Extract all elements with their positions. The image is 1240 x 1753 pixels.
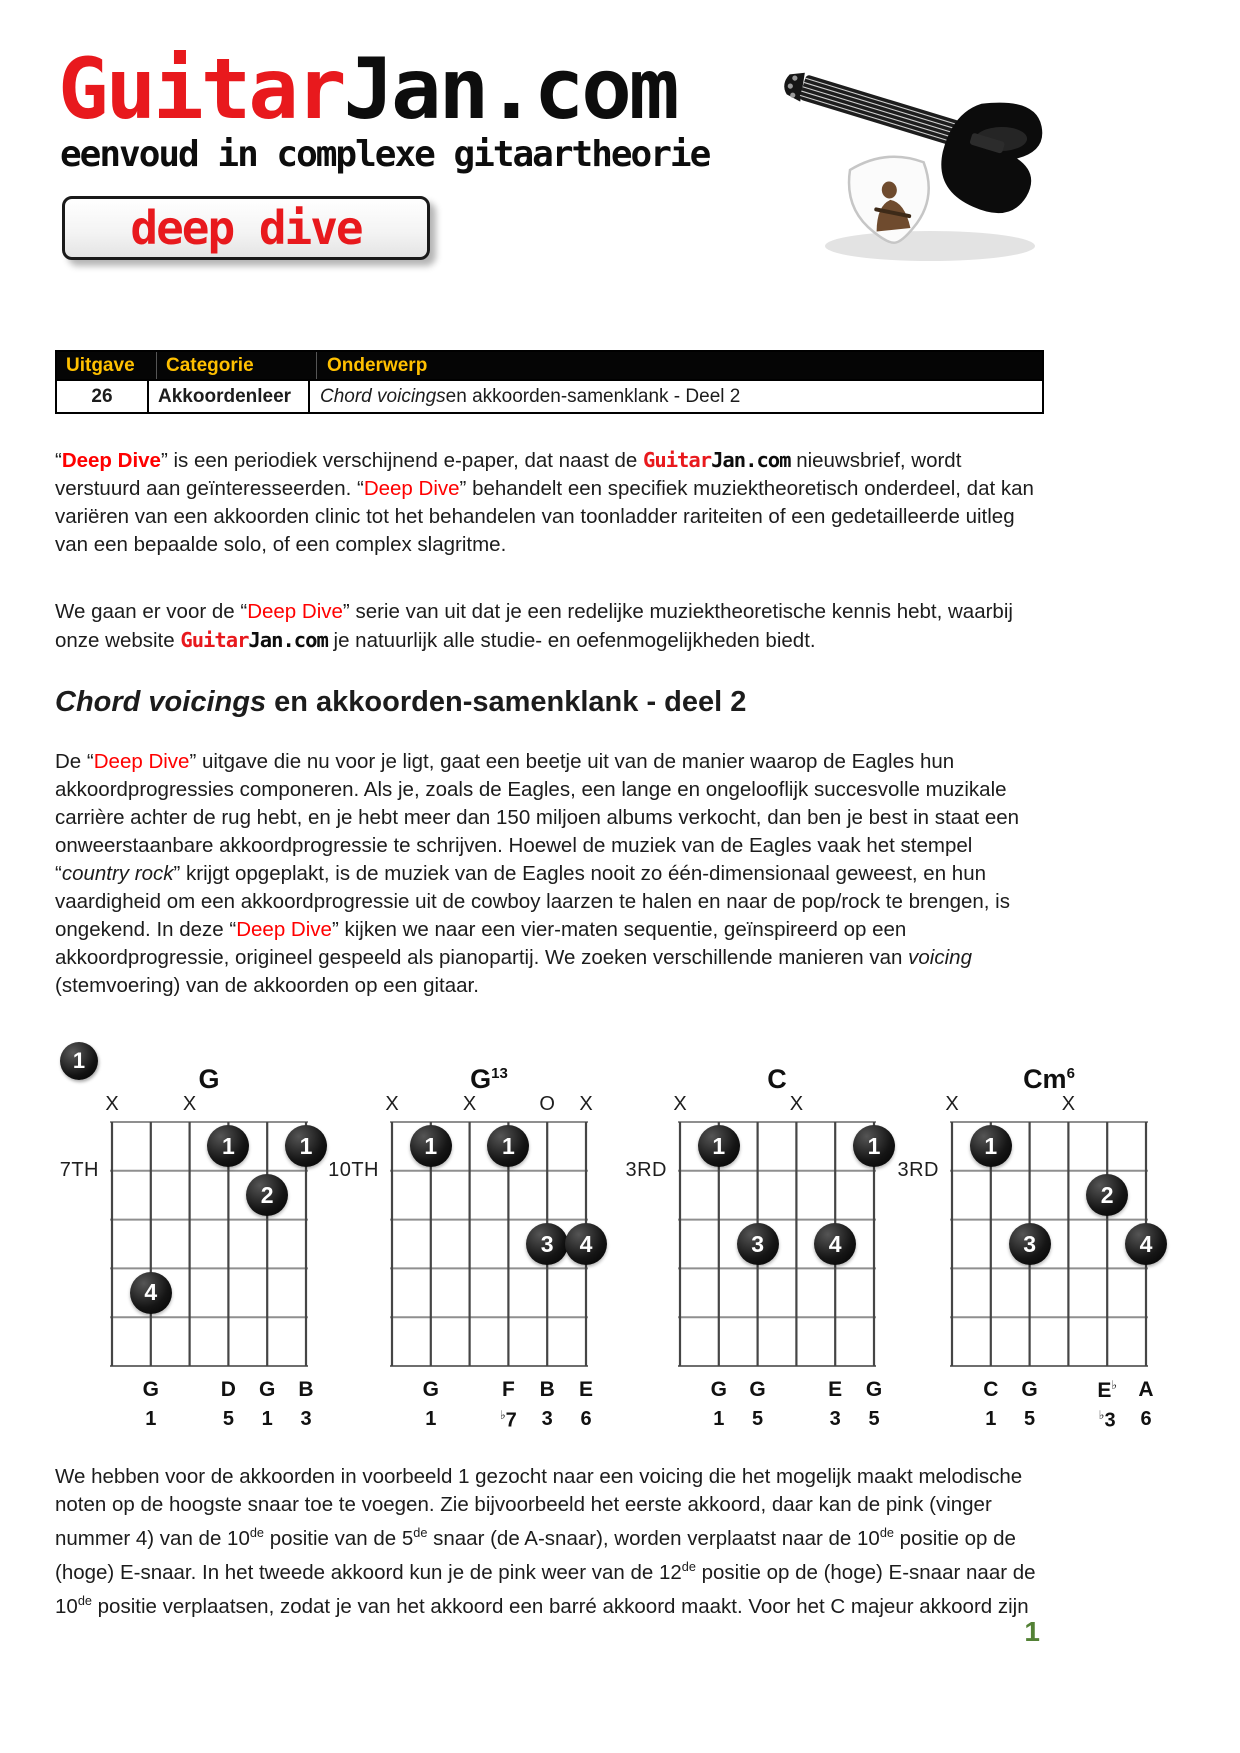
muted-string-marker: X bbox=[945, 1093, 959, 1115]
finger-dot: 3 bbox=[526, 1223, 568, 1265]
finger-dot: 1 bbox=[410, 1125, 452, 1167]
logo-part-jancom: Jan.com bbox=[343, 40, 677, 138]
info-table-header-row bbox=[57, 352, 1042, 379]
fret-position-label: 3RD bbox=[897, 1159, 939, 1181]
text-run: snaar (de A-snaar), worden verplaatst naar de 10 bbox=[427, 1526, 880, 1550]
finger-dot: 1 bbox=[285, 1125, 327, 1167]
header-categorie: Categorie bbox=[157, 352, 317, 379]
note-interval: 5 bbox=[868, 1408, 880, 1430]
fret-position-label: 10TH bbox=[328, 1159, 379, 1181]
text-run: country rock bbox=[61, 862, 174, 885]
text-run: de bbox=[879, 1525, 894, 1540]
text-run: We gaan er voor de “ bbox=[55, 600, 248, 623]
muted-string-marker: X bbox=[105, 1093, 119, 1115]
example-number-badge bbox=[60, 1042, 98, 1080]
open-string-marker: O bbox=[539, 1093, 555, 1115]
finger-dot: 1 bbox=[698, 1125, 740, 1167]
note-letter: A bbox=[1138, 1378, 1154, 1401]
finger-dot: 1 bbox=[487, 1125, 529, 1167]
note-interval: 5 bbox=[752, 1408, 764, 1430]
note-interval: ♭3 bbox=[1098, 1408, 1116, 1432]
muted-string-marker: X bbox=[789, 1093, 804, 1115]
text-run: Guitar bbox=[643, 448, 712, 472]
deep-dive-badge-label: deep dive bbox=[130, 201, 362, 255]
text-run: de bbox=[77, 1592, 92, 1608]
note-letter: B bbox=[298, 1378, 314, 1401]
note-interval: 6 bbox=[580, 1408, 592, 1430]
note-letter: G bbox=[710, 1378, 727, 1401]
finger-dot: 1 bbox=[207, 1125, 249, 1167]
text-run: Deep Dive bbox=[247, 600, 343, 623]
note-interval: 3 bbox=[829, 1408, 841, 1430]
cell-onderwerp bbox=[310, 381, 1042, 412]
note-interval: 5 bbox=[222, 1408, 234, 1430]
finger-dot: 2 bbox=[1086, 1174, 1128, 1216]
note-letter: G bbox=[1021, 1378, 1038, 1401]
text-run: (stemvoering) van de akkoorden op een gitaar. bbox=[55, 974, 479, 997]
note-interval: 6 bbox=[1140, 1408, 1152, 1430]
paragraph-intro bbox=[55, 446, 1043, 559]
note-letter: G bbox=[142, 1378, 159, 1401]
muted-string-marker: X bbox=[385, 1093, 399, 1115]
text-run: Guitar bbox=[180, 628, 249, 652]
note-letter: G bbox=[259, 1378, 276, 1401]
text-run: Deep Dive bbox=[236, 918, 332, 941]
muted-string-marker: X bbox=[462, 1093, 477, 1115]
text-run: ” krijgt opgeplakt, is de muziek van de Eagles nooit zo één-dimensionaal geweest, en hun vaardigheid om een akkoordprogressie uit de cowboy laarzen te halen en naar de pop/rock te brengen, is ongekend. In deze “ bbox=[55, 862, 1010, 941]
page-number: 1 bbox=[1024, 1616, 1040, 1647]
guitar-photo bbox=[778, 38, 1054, 273]
text-run: Jan.com bbox=[711, 448, 791, 472]
muted-string-marker: X bbox=[182, 1093, 197, 1115]
text-run: en akkoorden-samenklank - deel 2 bbox=[266, 686, 747, 718]
cell-uitgave: 26 bbox=[57, 381, 149, 412]
paragraph-explanation bbox=[55, 1463, 1043, 1620]
text-run: positie verplaatsen, zodat je van het akkoord een barré akkoord maakt. Voor het C majeur akkoord zijn bbox=[91, 1594, 1029, 1618]
note-interval: 1 bbox=[985, 1408, 997, 1430]
chord-name: C bbox=[767, 1064, 787, 1094]
note-letter: G bbox=[422, 1378, 439, 1401]
text-run: positie van de 5 bbox=[264, 1526, 414, 1550]
text-run: Deep Dive bbox=[93, 750, 190, 773]
note-letter: G bbox=[865, 1378, 883, 1401]
text-run: ” uitgave die nu voor je ligt, gaat een beetje uit van de manier waarop de Eagles hun akkoordprogressies componeren. Als je, zoals de Eagles, een lange en ongelooflijk succesvolle muzikale carrière achter de rug hebt, en je hebt meer dan 150 miljoen albums verkocht, dan ben je best in staat een onweerstaanbare akkoordprogressie te schrijven. Hoewel de muziek van de Eagles vaak het stempel “ bbox=[55, 750, 1020, 885]
muted-string-marker: X bbox=[579, 1093, 593, 1115]
note-letter: B bbox=[539, 1378, 555, 1401]
text-run: de bbox=[249, 1525, 264, 1540]
note-letter: F bbox=[501, 1378, 515, 1401]
finger-dot: 4 bbox=[130, 1272, 172, 1314]
text-run: “ bbox=[55, 449, 62, 472]
fretboard-grid bbox=[678, 1120, 876, 1368]
text-run: Deep Dive bbox=[363, 477, 460, 500]
finger-dot: 4 bbox=[565, 1223, 607, 1265]
chord-diagram-C bbox=[625, 1040, 883, 1440]
muted-string-marker: X bbox=[673, 1093, 687, 1115]
text-run: positie op de (hoge) E-snaar naar de 10 bbox=[55, 1560, 1036, 1618]
finger-dot: 4 bbox=[1125, 1223, 1167, 1265]
note-letter: E bbox=[828, 1378, 843, 1401]
paragraph-main bbox=[55, 748, 1043, 1000]
info-table-data-row bbox=[57, 379, 1042, 412]
fretboard-grid bbox=[110, 1120, 308, 1368]
muted-string-marker: X bbox=[1061, 1093, 1076, 1115]
text-run: de bbox=[413, 1525, 428, 1540]
deep-dive-badge bbox=[62, 196, 430, 260]
site-logo bbox=[58, 40, 677, 138]
text-run: ” kijken we naar een vier-maten sequentie, geïnspireerd op een akkoordprogressie, origineel gespeeld als pianopartij. We zoeken verschillende manieren van bbox=[55, 918, 909, 969]
text-run: ” is een periodiek verschijnend e-paper, dat naast de bbox=[160, 449, 644, 472]
logo-part-guitar: Guitar bbox=[58, 40, 344, 138]
note-interval: 1 bbox=[713, 1408, 725, 1430]
chord-diagram-Cm6 bbox=[897, 1040, 1154, 1440]
text-run: De “ bbox=[55, 750, 94, 773]
chord-diagram-G13 bbox=[328, 1040, 593, 1440]
text-run: Deep Dive bbox=[61, 449, 161, 472]
note-interval: ♭7 bbox=[499, 1408, 517, 1432]
chord-name: $G^{13}$ bbox=[470, 1064, 508, 1094]
note-interval: 1 bbox=[145, 1408, 157, 1430]
header-uitgave: Uitgave bbox=[57, 352, 157, 379]
text-run: en akkoorden-samenklank - Deel 2 bbox=[445, 385, 741, 407]
fret-position-label: 3RD bbox=[625, 1159, 667, 1181]
note-letter: C bbox=[983, 1378, 999, 1401]
text-run: ” behandelt een specifiek muziektheoretisch onderdeel, dat kan variëren van een akkoorden clinic tot het behandelen van toonladder rariteiten of een gedetailleerde uitleg van een bepaalde solo, of een complex slagritme. bbox=[55, 477, 1034, 556]
text-run: de bbox=[681, 1558, 696, 1574]
note-letter: D bbox=[220, 1378, 236, 1401]
info-table bbox=[55, 350, 1044, 414]
note-letter: E bbox=[578, 1378, 593, 1401]
section-heading bbox=[55, 686, 1043, 718]
note-letter: G bbox=[749, 1378, 766, 1401]
fret-position-label: 7TH bbox=[59, 1159, 99, 1181]
fretboard-grid bbox=[390, 1120, 588, 1368]
text-run: ” serie van uit dat je een redelijke muziektheoretische kennis hebt, waarbij onze website bbox=[55, 600, 1013, 652]
finger-dot: 3 bbox=[1009, 1223, 1051, 1265]
text-run: Chord voicings bbox=[320, 385, 446, 407]
chord-name: G bbox=[198, 1064, 220, 1094]
finger-dot: 1 bbox=[970, 1125, 1012, 1167]
example-number: 1 bbox=[72, 1048, 86, 1073]
note-interval: 3 bbox=[541, 1408, 553, 1430]
header-onderwerp: Onderwerp bbox=[327, 354, 428, 376]
chord-diagram-G bbox=[59, 1040, 314, 1440]
note-interval: 5 bbox=[1024, 1408, 1036, 1430]
chord-name: Cm$^6$ bbox=[1023, 1064, 1075, 1094]
note-letter: E♭ bbox=[1097, 1378, 1118, 1402]
site-tagline: eenvoud in complexe gitaartheorie bbox=[60, 134, 710, 175]
note-interval: 1 bbox=[261, 1408, 273, 1430]
text-run: nieuwsbrief, wordt verstuurd aan geïnteresseerden. “ bbox=[55, 449, 962, 500]
text-run: Chord voicings bbox=[55, 686, 267, 718]
note-interval: 1 bbox=[425, 1408, 437, 1430]
text-run: Jan.com bbox=[248, 628, 328, 652]
finger-dot: 1 bbox=[853, 1125, 895, 1167]
text-run: positie op de (hoge) E-snaar. In het tweede akkoord kun je de pink weer van de 12 bbox=[55, 1526, 1016, 1584]
text-run: voicing bbox=[908, 946, 972, 969]
paragraph-series bbox=[55, 598, 1043, 655]
fretboard-grid bbox=[950, 1120, 1148, 1368]
finger-dot: 3 bbox=[737, 1223, 779, 1265]
finger-dot: 4 bbox=[814, 1223, 856, 1265]
note-interval: 3 bbox=[300, 1408, 312, 1430]
photo-shadow bbox=[825, 231, 1035, 261]
text-run: We hebben voor de akkoorden in voorbeeld 1 gezocht naar een voicing die het mogelijk maakt melodische noten op de hoogste snaar toe te voegen. Zie bijvoorbeeld het eerste akkoord, daar kan de pink (vinger nummer 4) van de 10 bbox=[55, 1465, 1023, 1550]
text-run: je natuurlijk alle studie- en oefenmogelijkheden biedt. bbox=[327, 629, 816, 652]
finger-dot: 2 bbox=[246, 1174, 288, 1216]
cell-categorie: Akkoordenleer bbox=[149, 381, 310, 412]
